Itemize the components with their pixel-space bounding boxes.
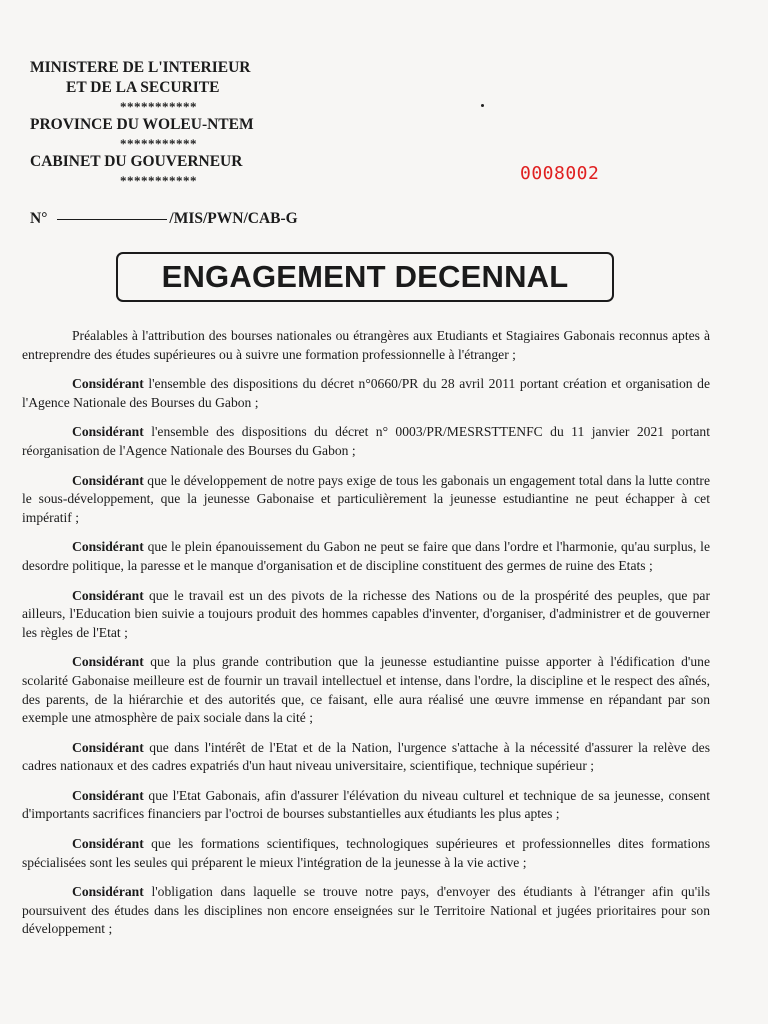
ministry-line-2: ET DE LA SECURITE — [66, 79, 220, 96]
paragraph — [22, 327, 710, 364]
separator-stars: *********** — [120, 136, 197, 151]
reference-number-line — [30, 210, 298, 228]
paragraph-text: l'obligation dans laquelle se trouve notre pays, d'envoyer des étudiants à l'étranger afin qu'ils poursuivent des études dans les disciplines non encore enseignées sur le Territoire National et jugées prioritaires pour son développement ; — [22, 884, 710, 937]
paragraph-lead: Considérant — [72, 787, 144, 803]
paragraph-lead: Considérant — [72, 739, 144, 755]
paragraph — [22, 538, 710, 575]
paragraph-text: que le plein épanouissement du Gabon ne peut se faire que dans l'ordre et l'harmonie, qu'au surplus, le desordre politique, la paresse et le manque d'organisation et de discipline constituent des germes de ruine des Etats ; — [22, 539, 710, 573]
paragraph-text: que le développement de notre pays exige de tous les gabonais un engagement total dans la lutte contre le sous-développement, que la jeunesse Gabonaise et particulièrement la jeunesse estudiantine ne peut échapper à cet impératif ; — [22, 472, 710, 525]
paragraph-lead: Considérant — [72, 376, 144, 392]
paragraph — [22, 423, 710, 460]
paragraph-lead: Considérant — [72, 424, 144, 440]
paragraph-text: que dans l'intérêt de l'Etat et de la Nation, l'urgence s'attache à la nécessité d'assurer la relève des cadres nationaux et des cadres expatriés d'un haut niveau universitaire, scientifique, technique supérieur ; — [22, 739, 710, 774]
paragraph — [22, 883, 710, 939]
paragraph-lead: Considérant — [72, 654, 144, 670]
paragraph-lead: Considérant — [72, 472, 144, 488]
letterhead — [30, 58, 350, 189]
document-body — [22, 327, 710, 950]
paragraph-lead: Considérant — [72, 836, 144, 852]
paragraph — [22, 787, 710, 824]
province-line: PROVINCE DU WOLEU-NTEM — [30, 116, 254, 133]
paragraph — [22, 653, 710, 727]
cabinet-line: CABINET DU GOUVERNEUR — [30, 153, 243, 170]
paragraph-text: l'ensemble des dispositions du décret n°0660/PR du 28 avril 2011 portant création et organisation de l'Agence Nationale des Bourses du Gabon ; — [22, 376, 710, 410]
number-prefix: N° — [30, 210, 48, 227]
paragraph-text: que l'Etat Gabonais, afin d'assurer l'élévation du niveau culturel et technique de sa jeunesse, consent d'importants sacrifices financiers par l'octroi de bourses substantielles aux étudiants les plus aptes ; — [22, 787, 710, 822]
document-serial-number: 0008002 — [520, 163, 600, 184]
paragraph-text: l'ensemble des dispositions du décret n° 0003/PR/MESRSTTENFC du 11 janvier 2021 portant réorganisation de l'Agence Nationale des Bourses du Gabon ; — [22, 424, 710, 458]
number-suffix: /MIS/PWN/CAB-G — [169, 210, 298, 227]
paragraph — [22, 739, 710, 776]
separator-stars: *********** — [120, 173, 197, 188]
paragraph-text: Préalables à l'attribution des bourses nationales ou étrangères aux Etudiants et Stagiaires Gabonais reconnus aptes à entreprendre des études supérieures ou à suivre une formation professionnelle à l'étranger ; — [22, 328, 710, 362]
number-blank — [57, 219, 167, 220]
paragraph-text: que la plus grande contribution que la jeunesse estudiantine puisse apporter à l'édification d'une scolarité Gabonaise meilleure est de fournir un travail intellectuel et intense, dans l'ordre, la discipline et le respect des aînés, des parents, de la hiérarchie et des autorités que, ce faisant, elle aura réalisé une œuvre immense en répandant par son exemple une atmosphère de paix sociale dans la cité ; — [22, 654, 710, 726]
speck-mark — [481, 104, 484, 107]
ministry-line-1: MINISTERE DE L'INTERIEUR — [30, 59, 251, 76]
paragraph — [22, 835, 710, 872]
paragraph — [22, 375, 710, 412]
paragraph-text: que les formations scientifiques, technologiques supérieures et professionnelles dites formations spécialisées sont les seules qui préparent le mieux l'intégration de la jeunesse à la vie active ; — [22, 836, 710, 870]
title-box — [116, 252, 614, 302]
paragraph — [22, 587, 710, 643]
paragraph-text: que le travail est un des pivots de la richesse des Nations ou de la prospérité des peuples, que par ailleurs, l'Education bien suivie a toujours produit des hommes capables d'inventer, d'organiser, d'administrer et de gouverner les règles de l'Etat ; — [22, 587, 710, 640]
paragraph-lead: Considérant — [72, 539, 144, 555]
document-title: ENGAGEMENT DECENNAL — [161, 259, 569, 294]
paragraph-lead: Considérant — [72, 587, 144, 603]
paragraph-lead: Considérant — [72, 884, 144, 900]
paragraph — [22, 472, 710, 528]
separator-stars: *********** — [120, 99, 197, 114]
